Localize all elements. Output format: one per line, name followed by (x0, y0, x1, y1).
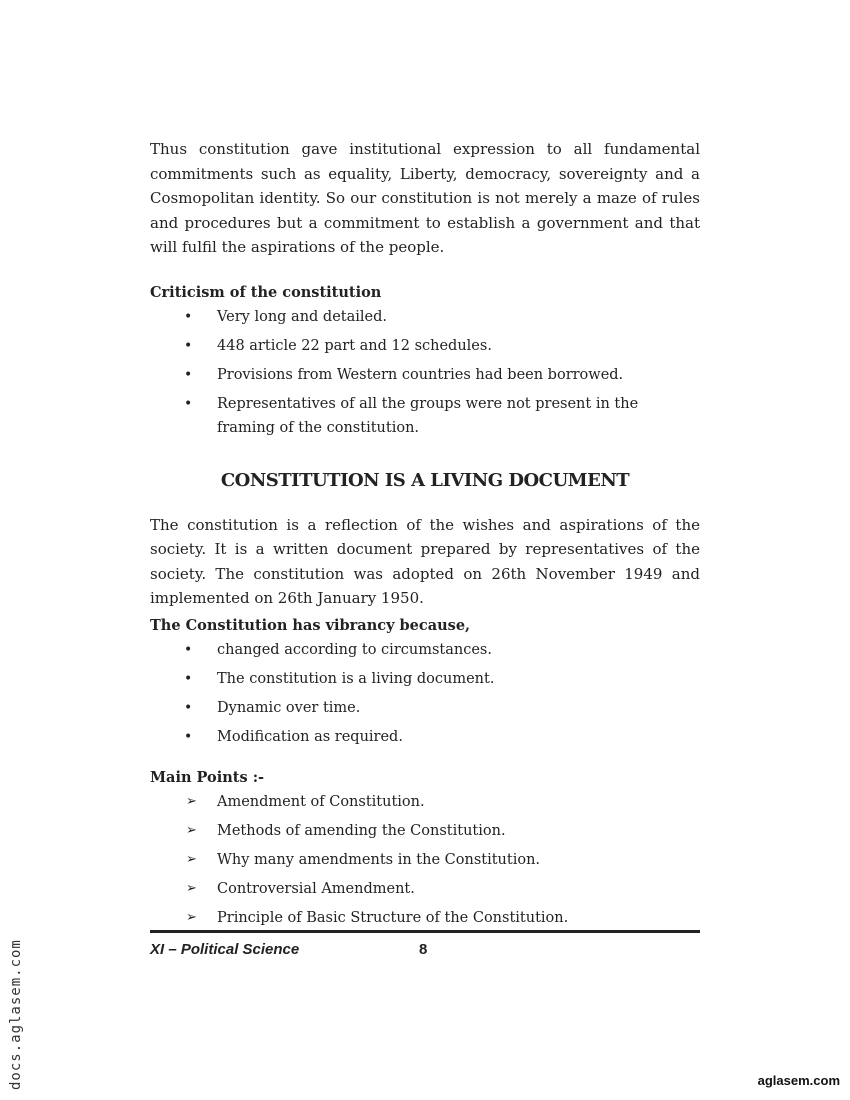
arrow-bullet-icon: ➢ (186, 880, 197, 896)
bullet-icon: • (184, 337, 193, 354)
list-item: ➢ Methods of amending the Constitution. (150, 819, 700, 843)
living-paragraph: The constitution is a reflection of the wishes and aspirations of the society. It is a written document prepared by representatives of the society. The constitution was adopted on 26th November 1949 and implemented on 26th January 1950. (150, 515, 700, 607)
bullet-icon: • (184, 670, 193, 687)
list-item: ➢ Principle of Basic Structure of the Constitution. (150, 906, 700, 930)
page-number: 8 (419, 941, 428, 958)
bullet-icon: • (184, 366, 193, 383)
vibrancy-list (150, 638, 700, 749)
bullet-icon: • (184, 699, 193, 716)
brand-label: aglasem.com (757, 1073, 840, 1088)
arrow-bullet-icon: ➢ (186, 822, 197, 838)
bullet-icon: • (184, 641, 193, 658)
section-title: CONSTITUTION IS A LIVING DOCUMENT (220, 469, 630, 491)
bullet-icon: • (184, 728, 193, 745)
side-watermark-url: docs.aglasem.com (8, 939, 24, 1090)
bullet-icon: • (184, 395, 193, 412)
list-item: ➢ Why many amendments in the Constitution. (150, 848, 700, 872)
list-item: ➢ Amendment of Constitution. (150, 790, 700, 814)
vibrancy-heading: The Constitution has vibrancy because, (150, 616, 471, 634)
arrow-bullet-icon: ➢ (186, 793, 197, 809)
list-item: • changed according to circumstances. (150, 638, 700, 662)
footer-subject: XI – Political Science (150, 941, 300, 958)
list-item: ➢ Controversial Amendment. (150, 877, 700, 901)
bullet-icon: • (184, 308, 193, 325)
footer-divider (150, 930, 700, 933)
criticism-list (150, 305, 700, 440)
list-item: • The constitution is a living document. (150, 667, 700, 691)
page-content (150, 137, 700, 935)
list-item: • Provisions from Western countries had been borrowed. (150, 363, 700, 387)
arrow-bullet-icon: ➢ (186, 909, 197, 925)
list-item: • Modification as required. (150, 725, 700, 749)
main-points-list (150, 790, 700, 930)
criticism-heading: Criticism of the constitution (150, 283, 382, 301)
list-item: • 448 article 22 part and 12 schedules. (150, 334, 700, 358)
main-points-heading: Main Points :- (150, 768, 265, 786)
list-item: • Very long and detailed. (150, 305, 700, 329)
list-item: • Dynamic over time. (150, 696, 700, 720)
intro-paragraph: Thus constitution gave institutional expression to all fundamental commitments such as equality, Liberty, democracy, sovereignty and a Cosmopolitan identity. So our constitution is not merely a maze of rules and procedures but a commitment to establish a government and that will fulfil the aspirations of the people. (150, 140, 700, 256)
arrow-bullet-icon: ➢ (186, 851, 197, 867)
list-item: • Representatives of all the groups were not present in the framing of the constitution. (150, 392, 700, 440)
